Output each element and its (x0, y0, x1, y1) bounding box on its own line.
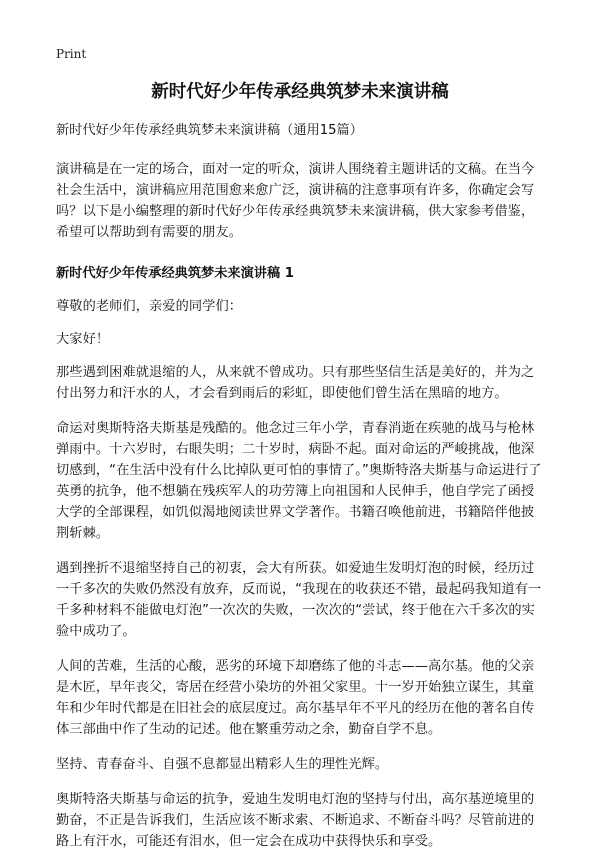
document-body (56, 120, 546, 866)
body-paragraph: 奥斯特洛夫斯基与命运的抗争，爱迪生发明电灯泡的坚持与付出，高尔基逆境里的勤奋，不正是告诉我们，生活应该不断求索、不断追求、不断奋斗吗？尽管前进的路上有汗水，可能还有泪水，但一定会在成功中获得快乐和享受。 (56, 792, 535, 849)
salutation: 尊敬的老师们，亲爱的同学们： (56, 299, 243, 314)
body-paragraph: 坚持、青春奋斗、自强不息都显出精彩人生的理性光辉。 (56, 757, 389, 772)
body-paragraph: 人间的苦难，生活的心酸，恶劣的环境下却磨练了他的斗志——高尔基。他的父亲是木匠，早年丧父，寄居在经营小染坊的外祖父家里。十一岁开始独立谋生，其童年和少年时代都是在旧社会的底层度过。高尔基早年不平凡的经历在他的著名自传体三部曲中作了生动的记述。他在繁重劳动之余，勤奋自学不息。 (56, 659, 535, 737)
print-link[interactable]: Print (56, 47, 87, 61)
body-paragraph: 命运对奥斯特洛夫斯基是残酷的。他念过三年小学，青春消逝在疾驰的战马与枪林弹雨中。十六岁时，右眼失明；二十岁时，病卧不起。面对命运的严峻挑战，他深切感到，“在生活中没有什么比掉队更可怕的事情了。”奥斯特洛夫斯基与命运进行了英勇的抗争，他不想躺在残疾军人的功劳簿上向祖国和人民伸手，他自学完了函授大学的全部课程，如饥似渴地阅读世界文学著作。书籍召唤他前进，书籍陪伴他披荆斩棘。 (56, 421, 542, 541)
page-title: 新时代好少年传承经典筑梦未来演讲稿 (151, 82, 449, 102)
intro-paragraph: 演讲稿是在一定的场合，面对一定的听众，演讲人围绕着主题讲话的文稿。在当今社会生活中，演讲稿应用范围愈来愈广泛，演讲稿的注意事项有许多，你确定会写吗？以下是小编整理的新时代好少年传承经典筑梦未来演讲稿，供大家参考借鉴，希望可以帮助到有需要的朋友。 (56, 162, 535, 240)
body-paragraph: 遇到挫折不退缩坚持自己的初衷，会大有所获。如爱迪生发明灯泡的时候，经历过一千多次的失败仍然没有放弃，反而说，“我现在的收获还不错，最起码我知道有一千多种材料不能做电灯泡”一次次的失败，一次次的“尝试，终于他在六千多次的实验中成功了。 (56, 561, 542, 639)
greeting: 大家好！ (56, 332, 110, 347)
body-paragraph: 那些遇到困难就退缩的人，从来就不曾成功。只有那些坚信生活是美好的，并为之付出努力和汗水的人，才会看到雨后的彩虹，即使他们曾生活在黑暗的地方。 (56, 365, 535, 401)
document-subtitle: 新时代好少年传承经典筑梦未来演讲稿（通用15篇） (56, 123, 363, 138)
section-heading: 新时代好少年传承经典筑梦未来演讲稿 1 (56, 266, 294, 281)
